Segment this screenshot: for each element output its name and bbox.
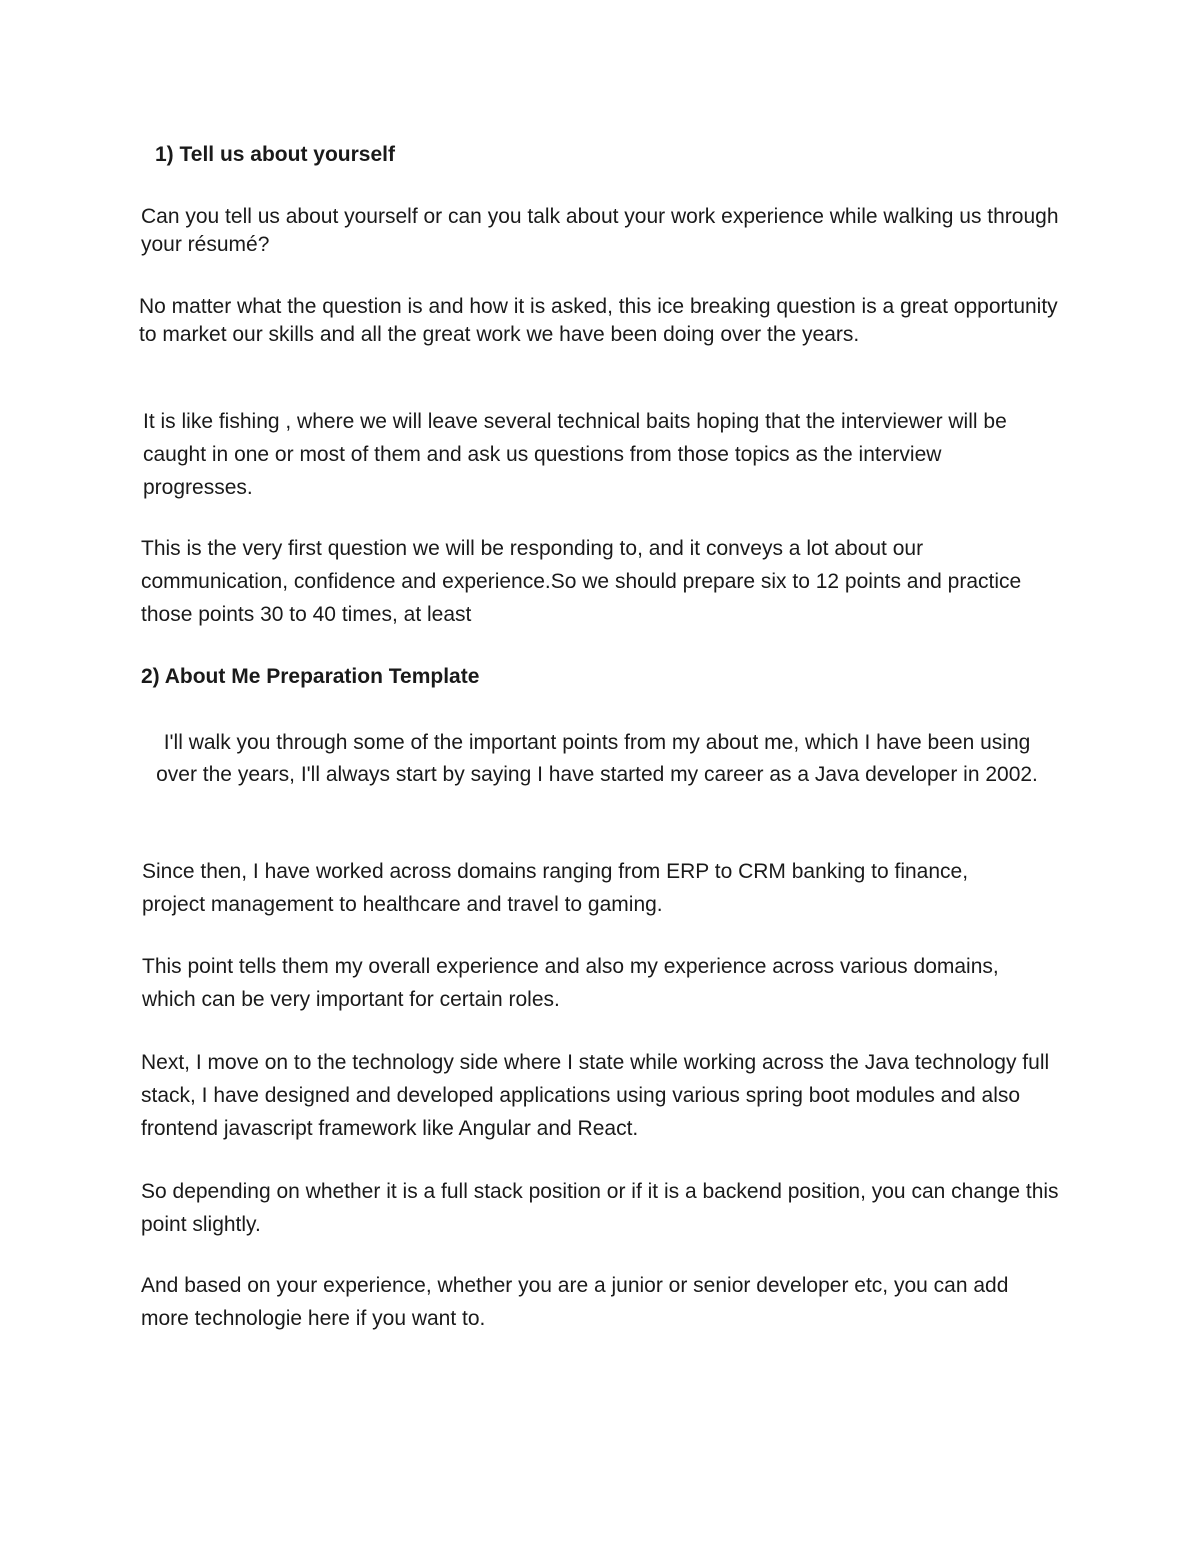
paragraph-career-start: I'll walk you through some of the important points from my about me, which I have been using over the years, I'll always start by saying I have started my career as a Java developer in 2002. [156, 731, 1038, 786]
section-heading-about-me-template: 2) About Me Preparation Template [141, 665, 480, 688]
paragraph-question-prompt: Can you tell us about yourself or can you talk about your work experience while walking us through your résumé? [141, 205, 1059, 256]
paragraph-first-question: This is the very first question we will be responding to, and it conveys a lot about our communication, confidence and experience.So we should prepare six to 12 points and practice those points 30 to 40 times, at least [141, 537, 1022, 626]
paragraph-more-technologies: And based on your experience, whether you are a junior or senior developer etc, you can add more technologie here if you want to. [141, 1274, 1009, 1330]
paragraph-ice-breaking: No matter what the question is and how it is asked, this ice breaking question is a great opportunity to market our skills and all the great work we have been doing over the years. [139, 295, 1058, 346]
section-heading-tell-us-about-yourself: 1) Tell us about yourself [155, 143, 395, 166]
paragraph-technology-side: Next, I move on to the technology side where I state while working across the Java technology full stack, I have designed and developed applications using various spring boot modules and also frontend javascript framework like Angular and React. [141, 1051, 1050, 1140]
paragraph-overall-experience: This point tells them my overall experience and also my experience across various domains, which can be very important for certain roles. [142, 955, 999, 1011]
paragraph-position-type: So depending on whether it is a full stack position or if it is a backend position, you can change this point slightly. [141, 1180, 1059, 1236]
paragraph-fishing-analogy: It is like fishing , where we will leave several technical baits hoping that the interviewer will be caught in one or most of them and ask us questions from those topics as the interview progresses. [143, 410, 1007, 499]
paragraph-domains: Since then, I have worked across domains ranging from ERP to CRM banking to finance, project management to healthcare and travel to gaming. [142, 860, 969, 916]
